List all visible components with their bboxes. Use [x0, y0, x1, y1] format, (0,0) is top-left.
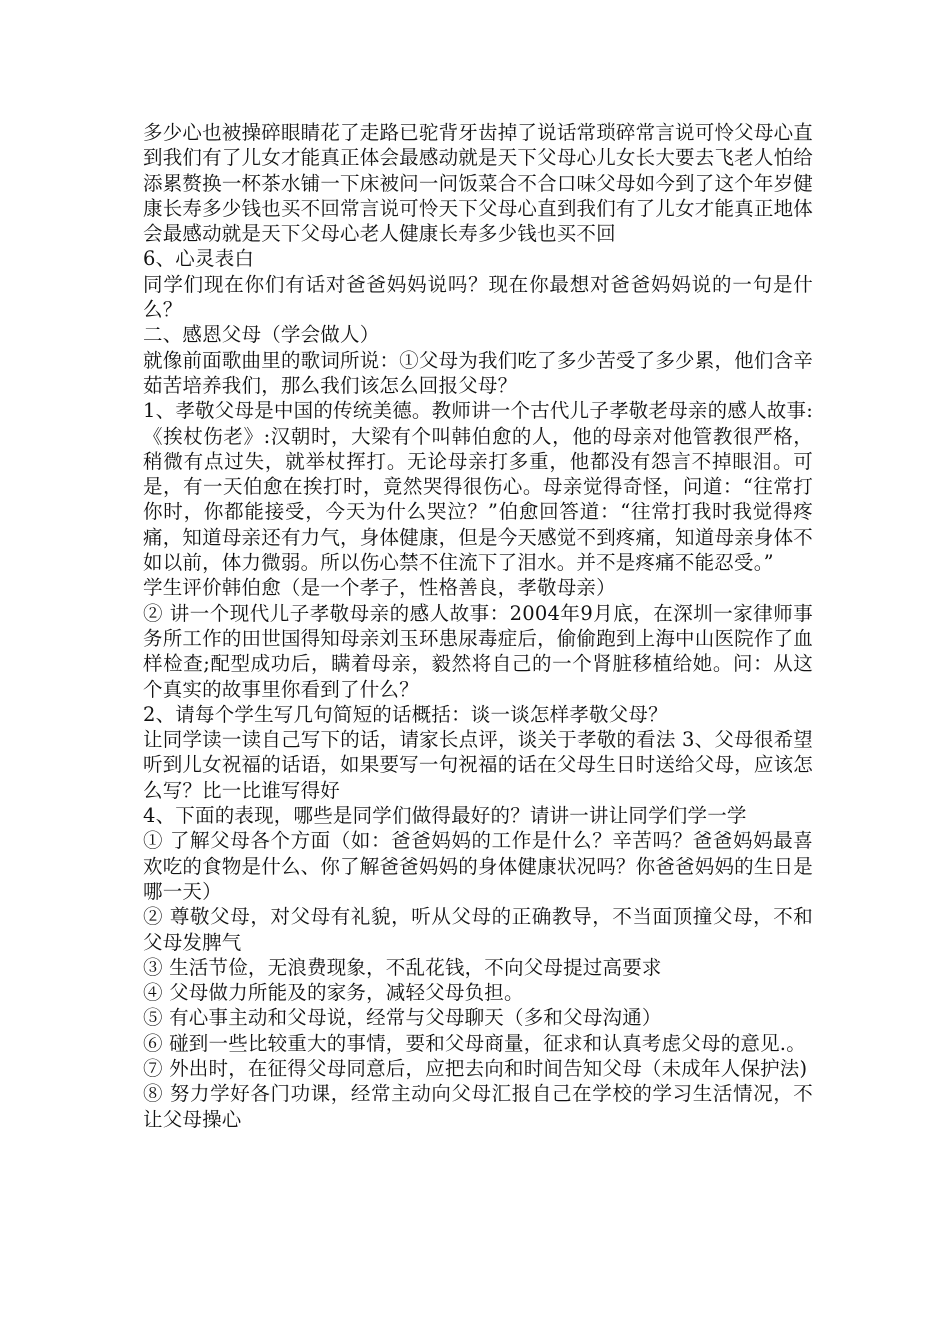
paragraph-song-quote: 就像前面歌曲里的歌词所说：①父母为我们吃了多少苦受了多少累，他们含辛茹苦培养我们，那么我们该怎么回报父母？ — [143, 348, 813, 397]
paragraph-behavior-intro: 4、下面的表现，哪些是同学们做得最好的？请讲一讲让同学们学一学 — [143, 804, 747, 828]
section-heading-heart-confession: 6、心灵表白 — [143, 247, 255, 271]
paragraph-writing-task: 2、请每个学生写几句简短的话概括：谈一谈怎样孝敬父母？ — [143, 702, 668, 726]
section-heading-gratitude: 二、感恩父母（学会做人） — [143, 323, 380, 347]
paragraph-question-to-parents: 同学们现在你们有话对爸爸妈妈说吗？现在你最想对爸爸妈妈说的一句是什么？ — [143, 272, 813, 322]
list-item-study-hard: ⑧ 努力学好各门功课，经常主动向父母汇报自己在学校的学习生活情况，不让父母操心 — [143, 1082, 813, 1131]
paragraph-student-evaluation: 学生评价韩伯愈（是一个孝子，性格善良，孝敬母亲） — [143, 576, 616, 600]
paragraph-ancient-story: 1、孝敬父母是中国的传统美德。教师讲一个古代儿子孝敬老母亲的感人故事:《挨杖伤老》:汉朝时，大梁有个叫韩伯愈的人，他的母亲对他管教很严格，稍微有点过失，就举杖挥打。无论母亲打多重，他都没有怨言不掉眼泪。可是，有一天伯愈在挨打时，竟然哭得很伤心。母亲觉得奇怪，问道：“往常打你时，你都能接受，今天为什么哭泣？”伯愈回答道：“往常打我时我觉得疼痛，知道母亲还有力气，身体健康，但是今天感觉不到疼痛，知道母亲身体不如以前，体力微弱。所以伤心禁不住流下了泪水。并不是疼痛不能忍受。” — [143, 399, 813, 575]
paragraph-modern-story: ② 讲一个现代儿子孝敬母亲的感人故事：2004年9月底，在深圳一家律师事务所工作的田世国得知母亲刘玉环患尿毒症后，偷偷跑到上海中山医院作了血样检查;配型成功后，瞒着母亲，毅然将自己的一个肾脏移植给她。问：从这个真实的故事里你看到了什么？ — [143, 601, 813, 701]
list-item-housework: ④ 父母做力所能及的家务，减轻父母负担。 — [143, 981, 524, 1005]
list-item-communicate: ⑤ 有心事主动和父母说，经常与父母聊天（多和父母沟通） — [143, 1006, 662, 1030]
paragraph-reading-task: 让同学读一读自己写下的话，请家长点评，谈关于孝敬的看法 3、父母很希望听到儿女祝福的话语，如果要写一句祝福的话在父母生日时送给父母，应该怎么写？比一比谁写得好 — [143, 728, 813, 802]
list-item-respect-parents: ② 尊敬父母，对父母有礼貌，听从父母的正确教导，不当面顶撞父母，不和父母发脾气 — [143, 905, 813, 954]
list-item-consult-parents: ⑥ 碰到一些比较重大的事情，要和父母商量，征求和认真考虑父母的意见.。 — [143, 1031, 806, 1055]
document-body — [143, 120, 813, 1132]
list-item-frugal-living: ③ 生活节俭，无浪费现象，不乱花钱，不向父母提过高要求 — [143, 955, 662, 979]
list-item-understand-parents: ① 了解父母各个方面（如：爸爸妈妈的工作是什么？辛苦吗？爸爸妈妈最喜欢吃的食物是什么、你了解爸爸妈妈的身体健康状况吗？你爸爸妈妈的生日是哪一天） — [143, 829, 813, 903]
paragraph-song-lyrics: 多少心也被操碎眼睛花了走路已驼背牙齿掉了说话常琐碎常言说可怜父母心直到我们有了儿女才能真正体会最感动就是天下父母心儿女长大要去飞老人怕给添累赘换一杯茶水铺一下床被问一问饭菜合不合口味父母如今到了这个年岁健康长寿多少钱也买不回常言说可怜天下父母心直到我们有了儿女才能真正地体会最感动就是天下父母心老人健康长寿多少钱也买不回 — [143, 121, 813, 246]
list-item-inform-when-out: ⑦ 外出时，在征得父母同意后，应把去向和时间告知父母（未成年人保护法) — [143, 1056, 808, 1080]
